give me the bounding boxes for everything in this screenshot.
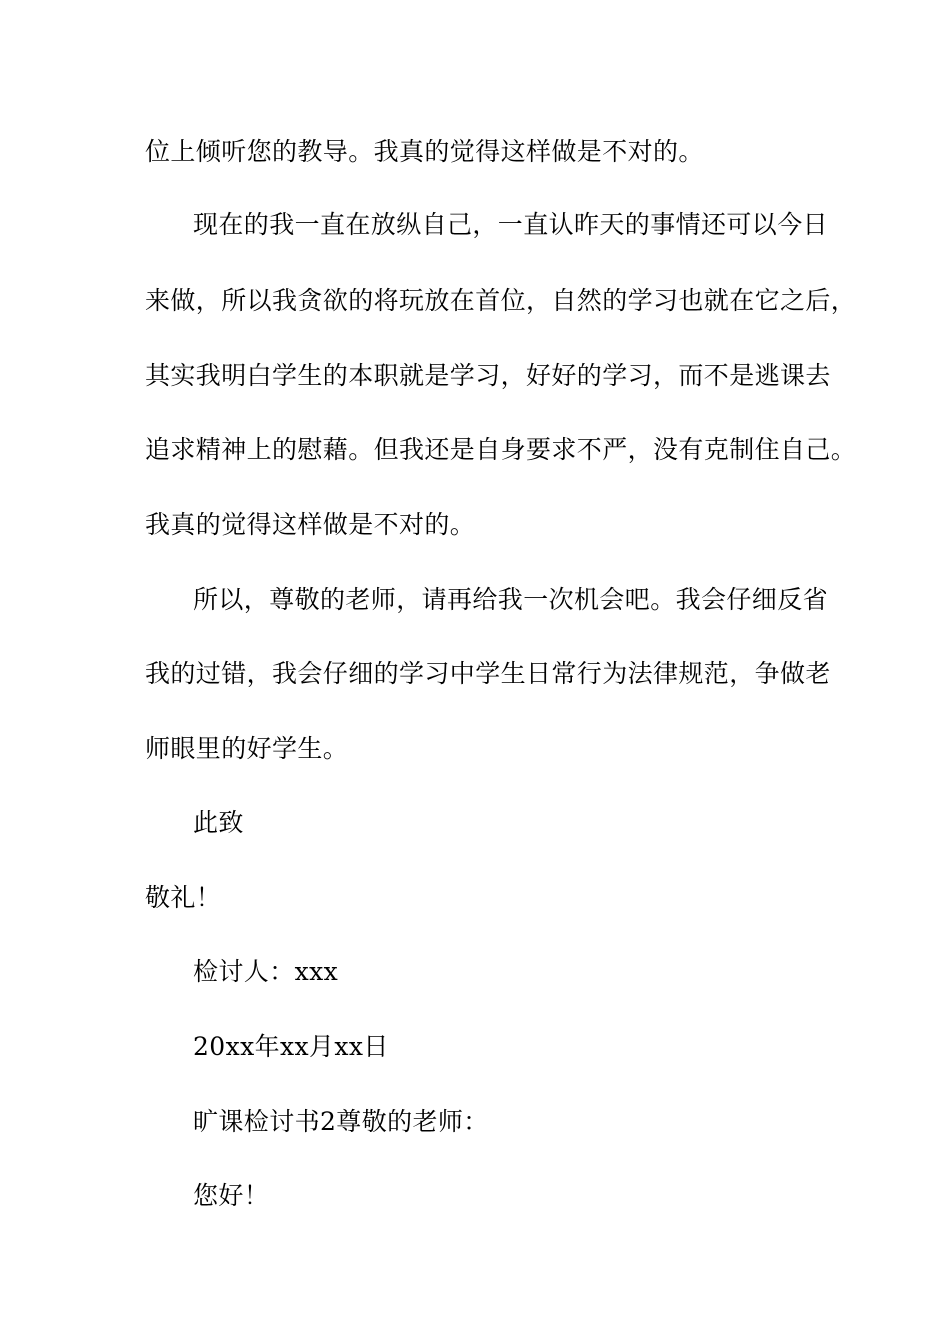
date-line: 20xx年xx月xx日 — [193, 1032, 389, 1061]
paragraph-start-line: 现在的我一直在放纵自己，一直认昨天的事情还可以今日 — [193, 210, 829, 239]
paragraph-start-line-2: 所以，尊敬的老师，请再给我一次机会吧。我会仔细反省 — [193, 585, 829, 614]
section-title: 旷课检讨书2尊敬的老师： — [193, 1107, 489, 1136]
greeting: 您好！ — [193, 1181, 270, 1210]
text-line-4: 其实我明白学生的本职就是学习，好好的学习，而不是逃课去 — [145, 361, 831, 390]
text-line-9: 师眼里的好学生。 — [145, 734, 349, 763]
text-line-1: 位上倾听您的教导。我真的觉得这样做是不对的。 — [145, 137, 704, 166]
text-line-8: 我的过错，我会仔细的学习中学生日常行为法律规范，争做老 — [145, 659, 831, 688]
text-line-3: 来做，所以我贪欲的将玩放在首位，自然的学习也就在它之后， — [145, 286, 857, 315]
closing-phrase: 此致 — [193, 808, 244, 837]
signature-line: 检讨人：xxx — [193, 957, 339, 986]
salutation: 敬礼！ — [145, 883, 222, 912]
text-line-6: 我真的觉得这样做是不对的。 — [145, 510, 476, 539]
text-line-5: 追求精神上的慰藉。但我还是自身要求不严，没有克制住自己。 — [145, 435, 857, 464]
